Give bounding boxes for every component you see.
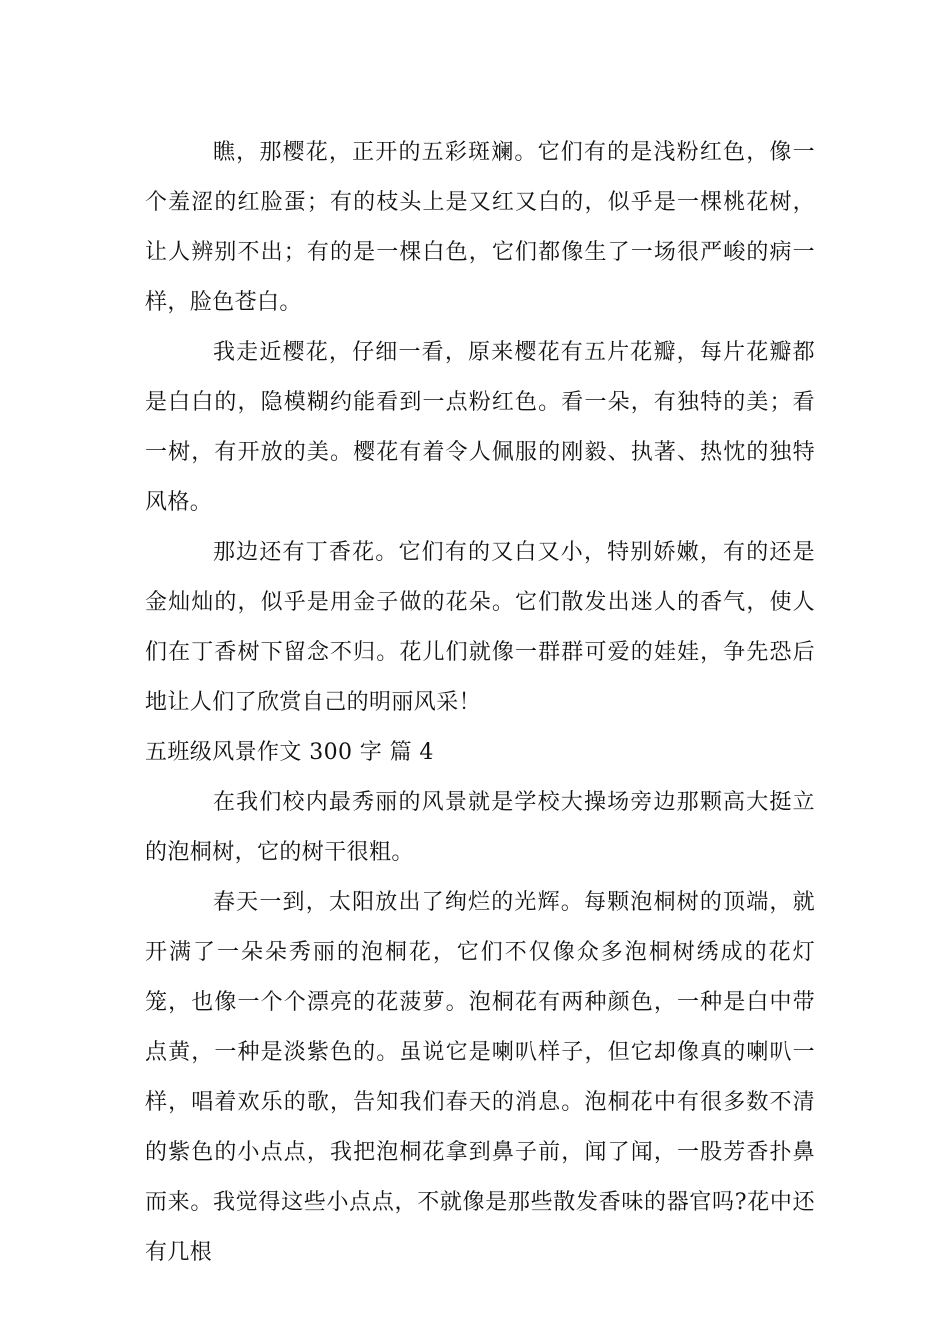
paragraph-paulownia-flowers: 春天一到，太阳放出了绚烂的光辉。每颗泡桐树的顶端，就开满了一朵朵秀丽的泡桐花，它们不仅像众多泡桐树绣成的花灯笼，也像一个个漂亮的花菠萝。泡桐花有两种颜色，一种是白中带点黄，一种是淡紫色的。虽说它是喇叭样子，但它却像真的喇叭一样，唱着欢乐的歌，告知我们春天的消息。泡桐花中有很多数不清的紫色的小点点，我把泡桐花拿到鼻子前，闻了闻，一股芳香扑鼻而来。我觉得这些小点点，不就像是那些散发香味的器官吗?花中还有几根 (145, 890, 815, 1265)
document-body (145, 128, 815, 1278)
section-heading: 五班级风景作文 300 字 篇 4 (145, 740, 434, 765)
paragraph-lilac: 那边还有丁香花。它们有的又白又小，特别娇嫩，有的还是金灿灿的，似乎是用金子做的花朵。它们散发出迷人的香气，使人们在丁香树下留念不归。花儿们就像一群群可爱的娃娃，争先恐后地让人们了欣赏自己的明丽风采！ (145, 540, 815, 715)
paragraph-cherry-blossom-colors: 瞧，那樱花，正开的五彩斑斓。它们有的是浅粉红色，像一个羞涩的红脸蛋；有的枝头上是又红又白的，似乎是一棵桃花树，让人辨别不出；有的是一棵白色，它们都像生了一场很严峻的病一样，脸色苍白。 (145, 140, 815, 315)
paragraph-cherry-blossom-petals: 我走近樱花，仔细一看，原来樱花有五片花瓣，每片花瓣都是白白的，隐模糊约能看到一点粉红色。看一朵，有独特的美；看一树，有开放的美。樱花有着令人佩服的刚毅、执著、热忱的独特风格。 (145, 340, 815, 515)
paragraph-paulownia-tree: 在我们校内最秀丽的风景就是学校大操场旁边那颗高大挺立的泡桐树，它的树干很粗。 (145, 790, 815, 865)
